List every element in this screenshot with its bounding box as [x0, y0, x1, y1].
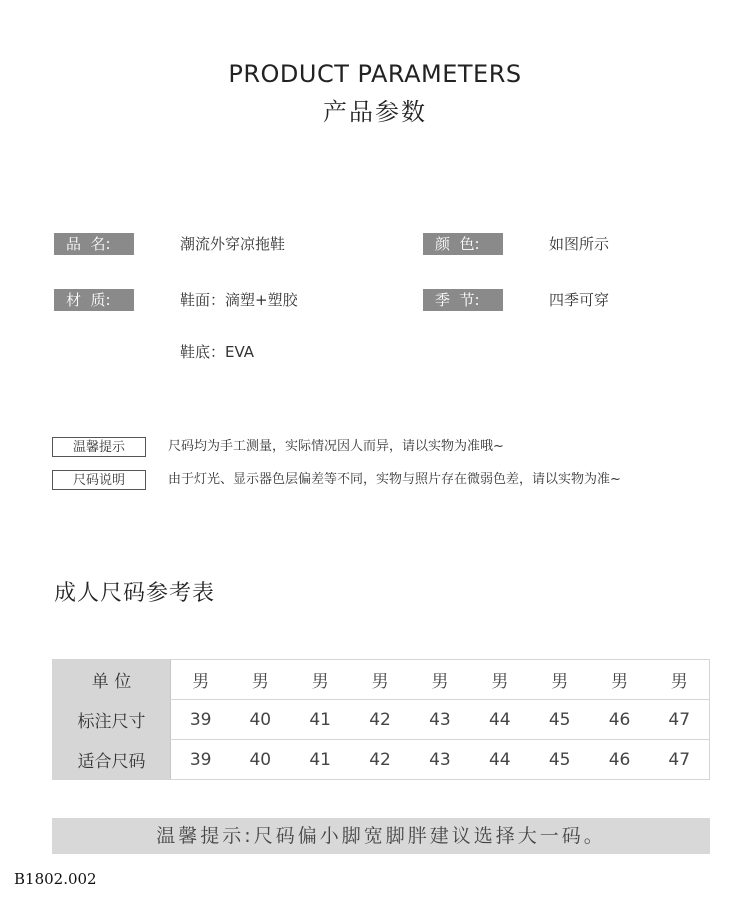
table-cell: 47 — [650, 700, 710, 740]
size-tip-bar: 温馨提示:尺码偏小脚宽脚胖建议选择大一码。 — [52, 818, 710, 854]
material-label: 材 质: — [54, 289, 134, 311]
table-cell: 47 — [650, 740, 710, 780]
table-cell: 45 — [530, 740, 590, 780]
table-cell: 44 — [470, 740, 530, 780]
table-cell: 41 — [290, 740, 350, 780]
note-box-warm-tip: 温馨提示 — [52, 437, 146, 457]
table-cell: 41 — [290, 700, 350, 740]
table-cell: 男 — [290, 660, 350, 700]
name-value: 潮流外穿凉拖鞋 — [180, 235, 286, 253]
product-code: B1802.002 — [14, 870, 97, 888]
page-title-english: PRODUCT PARAMETERS — [228, 60, 522, 88]
name-label: 品 名: — [54, 233, 134, 255]
size-chart-table — [52, 659, 710, 780]
table-cell: 40 — [230, 700, 290, 740]
material-upper-value: 鞋面：滴塑+塑胶 — [180, 291, 298, 309]
material-sole-value: 鞋底：EVA — [180, 343, 255, 361]
table-cell: 39 — [171, 700, 231, 740]
row-header: 适合尺码 — [53, 740, 171, 780]
color-value: 如图所示 — [549, 235, 610, 253]
color-label: 颜 色: — [423, 233, 503, 255]
table-cell: 43 — [410, 740, 470, 780]
table-cell: 男 — [590, 660, 650, 700]
season-value: 四季可穿 — [549, 291, 610, 309]
table-cell: 男 — [350, 660, 410, 700]
table-cell: 男 — [470, 660, 530, 700]
table-cell: 44 — [470, 700, 530, 740]
note-box-size-desc: 尺码说明 — [52, 470, 146, 490]
row-header: 标注尺寸 — [53, 700, 171, 740]
note-text-size-desc: 由于灯光、显示器色层偏差等不同，实物与照片存在微弱色差，请以实物为准~ — [168, 472, 621, 487]
table-cell: 男 — [410, 660, 470, 700]
table-cell: 45 — [530, 700, 590, 740]
table-cell: 46 — [590, 700, 650, 740]
table-row-marked-size — [53, 700, 710, 740]
page-title-chinese: 产品参数 — [323, 98, 427, 126]
table-cell: 42 — [350, 700, 410, 740]
row-header: 单 位 — [53, 660, 171, 700]
season-label: 季 节: — [423, 289, 503, 311]
table-cell: 男 — [650, 660, 710, 700]
table-row-unit — [53, 660, 710, 700]
table-row-fit-size — [53, 740, 710, 780]
table-cell: 男 — [530, 660, 590, 700]
table-cell: 40 — [230, 740, 290, 780]
table-cell: 42 — [350, 740, 410, 780]
table-cell: 男 — [171, 660, 231, 700]
table-cell: 39 — [171, 740, 231, 780]
table-cell: 46 — [590, 740, 650, 780]
table-cell: 43 — [410, 700, 470, 740]
table-cell: 男 — [230, 660, 290, 700]
note-text-warm-tip: 尺码均为手工测量，实际情况因人而异，请以实物为准哦~ — [168, 439, 504, 454]
size-chart-title: 成人尺码参考表 — [54, 581, 216, 606]
